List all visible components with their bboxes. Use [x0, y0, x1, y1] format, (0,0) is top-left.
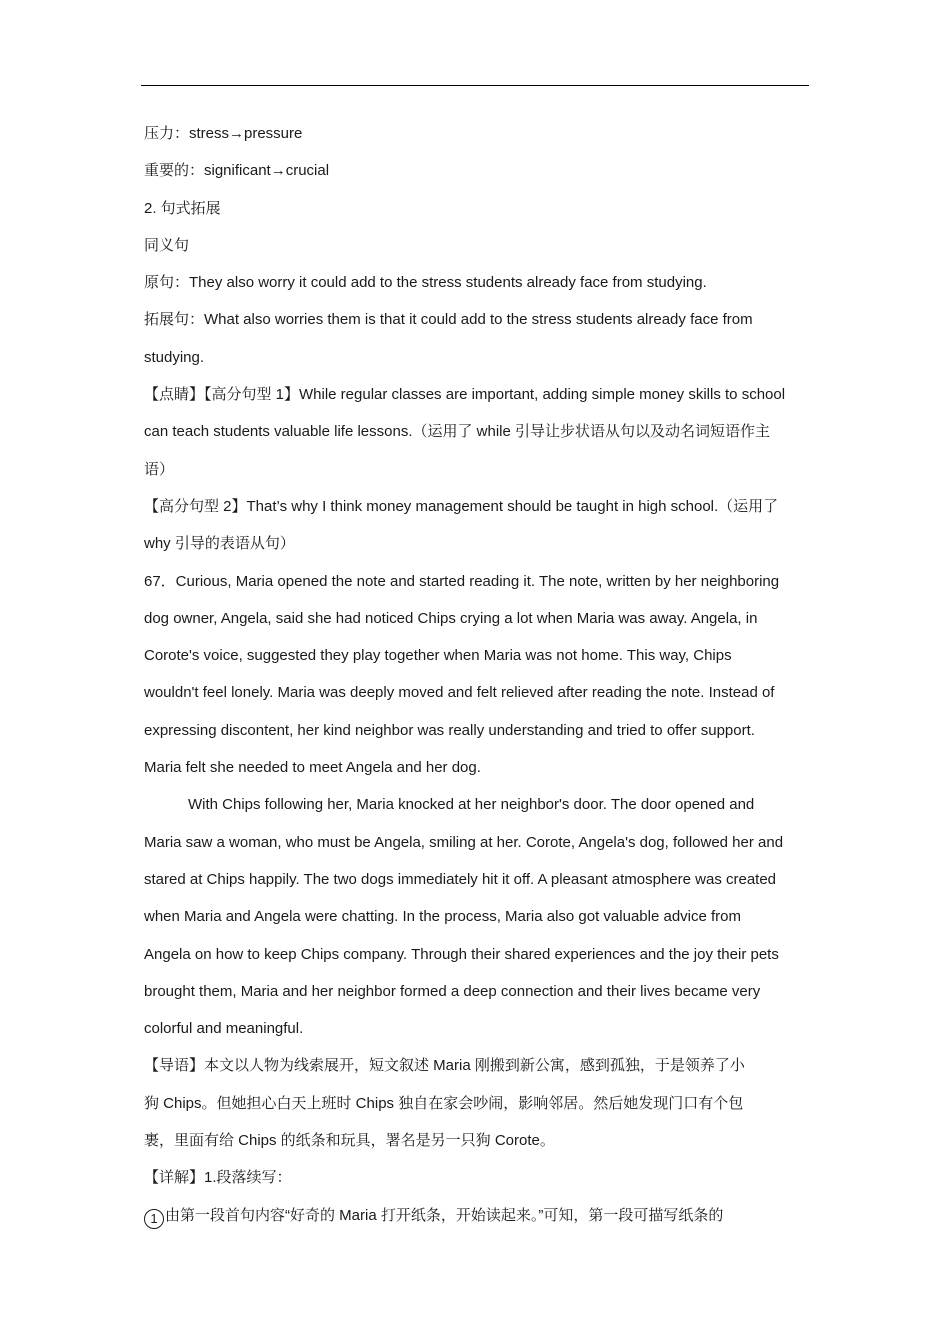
answer-paragraph-1: 67．Curious, Maria opened the note and started reading it. The note, written by her neighboring [144, 572, 780, 590]
text-line: Angela on how to keep Chips company. Through their shared experiences and the joy their pets [144, 945, 779, 963]
text-line: when Maria and Angela were chatting. In the process, Maria also got valuable advice from [144, 908, 741, 926]
header-rule [141, 85, 809, 86]
text-line: why 引导的表语从句） [144, 535, 295, 553]
text-line: 同义句 [144, 236, 190, 254]
text-line: 裹，里面有给 Chips 的纸条和玩具，署名是另一只狗 Corote。 [144, 1132, 555, 1150]
circled-number-marker: 1 [144, 1209, 164, 1229]
section-heading: 2. 句式拓展 [144, 199, 221, 217]
text-line: studying. [144, 348, 205, 366]
detail-item-1 [144, 1197, 808, 1234]
text-line: colorful and meaningful. [144, 1020, 304, 1038]
text-line: stared at Chips happily. The two dogs immediately hit it off. A pleasant atmosphere was created [144, 870, 777, 888]
text-line: Maria felt she needed to meet Angela and her dog. [144, 759, 481, 777]
text-line: expressing discontent, her kind neighbor was really understanding and tried to offer support. [144, 721, 755, 739]
expanded-sentence: 拓展句：What also worries them is that it could add to the stress students already face from [144, 311, 753, 329]
text-line: 压力：stress→pressure [144, 125, 303, 142]
text-line: Maria saw a woman, who must be Angela, smiling at her. Corote, Angela's dog, followed her and [144, 833, 784, 851]
highlight-pattern-2: 【高分句型 2】That’s why I think money management should be taught in high school.（运用了 [144, 497, 779, 515]
detail-section-heading: 【详解】1.段落续写： [144, 1169, 292, 1187]
text-line: dog owner, Angela, said she had noticed Chips crying a lot when Maria was away. Angela, in [144, 609, 758, 627]
document-body [144, 115, 808, 1234]
text-line: 狗 Chips。但她担心白天上班时 Chips 独自在家会吵闹，影响邻居。然后她发现门口有个包 [144, 1094, 744, 1112]
text-line: 重要的：significant→crucial [144, 162, 330, 180]
answer-paragraph-2: With Chips following her, Maria knocked at her neighbor's door. The door opened and [188, 796, 755, 814]
original-sentence: 原句：They also worry it could add to the stress students already face from studying. [144, 274, 707, 292]
highlight-pattern-1: 【点睛】【高分句型 1】While regular classes are important, adding simple money skills to school [144, 386, 786, 404]
intro-section: 【导语】本文以人物为线索展开，短文叙述 Maria 刚搬到新公寓，感到孤独，于是领养了小 [144, 1057, 745, 1075]
text-line: 语） [144, 460, 175, 478]
text-line: can teach students valuable life lessons.（运用了 while 引导让步状语从句以及动名词短语作主 [144, 423, 771, 441]
text-line: Corote's voice, suggested they play together when Maria was not home. This way, Chips [144, 647, 732, 665]
detail-item-text: 由第一段首句内容“好奇的 Maria 打开纸条，开始读起来。”可知，第一段可描写纸条的 [165, 1206, 724, 1224]
text-line: brought them, Maria and her neighbor formed a deep connection and their lives became very [144, 982, 761, 1000]
text-line: wouldn't feel lonely. Maria was deeply moved and felt relieved after reading the note. Instead of [144, 684, 775, 702]
